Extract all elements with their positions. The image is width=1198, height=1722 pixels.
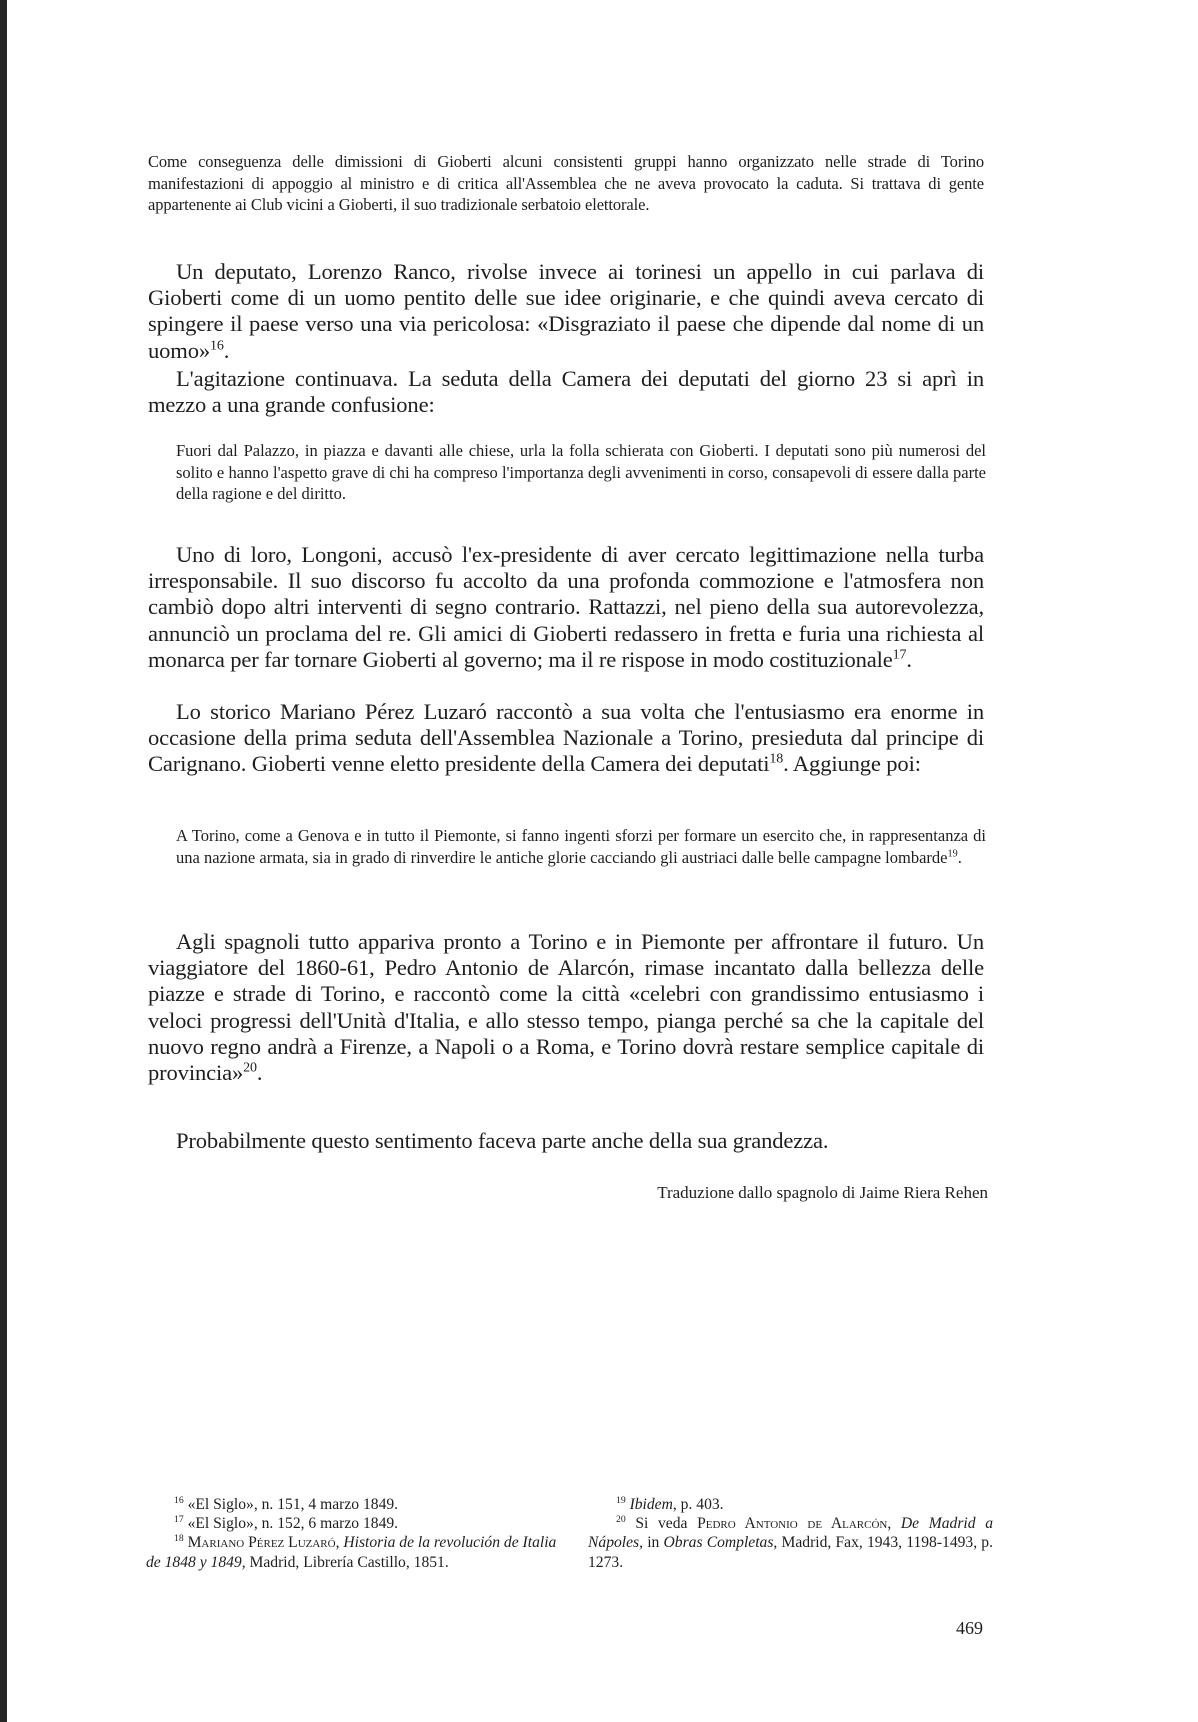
paragraph-spagnoli: Agli spagnoli tutto appariva pronto a Torino e in Piemonte per affrontare il futuro. Un viaggiatore del 1860-61, Pedro Antonio de Alarcón, rimase incantato dalla bellezza delle piazze e strade di Torino, e raccontò come la città «celebri con grandissimo entusiasmo i veloci progressi dell'Unità d'Italia, e allo stesso tempo, pianga perché sa che la capitale del nuovo regno andrà a Firenze, a Napoli o a Roma, e Torino dovrà restare semplice capitale di provincia»$^{20}$. <box>148 929 984 1086</box>
paragraph-intro: Come conseguenza delle dimissioni di Gioberti alcuni consistenti gruppi hanno organizzato nelle strade di Torino manifestazioni di appoggio al ministro e di critica all'Assemblea che ne aveva provocato la caduta. Si trattava di gente appartenente ai Club vicini a Gioberti, il suo tradizionale serbatoio elettorale. <box>148 152 984 214</box>
block-quote-torino: A Torino, come a Genova e in tutto il Piemonte, si fanno ingenti sforzi per formare un esercito che, in rappresentanza di una nazione armata, sia in grado di rinverdire le antiche glorie cacciando gli austriaci dalle belle campagne lombarde$^{19}$. <box>176 826 986 867</box>
footnote-16: $^{16}$ «El Siglo», n. 151, 4 marzo 1849. <box>174 1494 399 1513</box>
footnote-18: $^{18}$ Mariano Pérez Luzaró, Historia de la revolución de Italia de 1848 y 1849, Madrid, Librería Castillo, 1851. <box>146 1533 557 1571</box>
footnote-ref-16: 16 <box>210 338 224 354</box>
paragraph-luzaro: Lo storico Mariano Pérez Luzaró raccontò a sua volta che l'entusiasmo era enorme in occasione della prima seduta dell'Assemblea Nazionale a Torino, presieduta dal principe di Carignano. Gioberti venne eletto presidente della Camera dei deputati$^{18}$. Aggiunge poi: <box>148 699 984 777</box>
footnote-17: $^{17}$ «El Siglo», n. 152, 6 marzo 1849. <box>174 1514 399 1533</box>
paragraph-agitazione: L'agitazione continuava. La seduta della Camera dei deputati del giorno 23 si aprì in mezzo a una grande confusione: <box>148 366 984 418</box>
page-binding-edge <box>0 0 7 1722</box>
footnote-ref-17: 17 <box>892 647 907 663</box>
paragraph-longoni: Uno di loro, Longoni, accusò l'ex-presidente di aver cercato legittimazione nella turba irresponsabile. Il suo discorso fu accolto da una profonda commozione e l'atmosfera non cambiò dopo altri interventi di segno contrario. Rattazzi, nel pieno della sua autorevolezza, annunciò un proclama del re. Gli amici di Gioberti redassero in fretta e furia una richiesta al monarca per far tornare Gioberti al governo; ma il re rispose in modo costituzionale$^{17}$. <box>148 542 984 672</box>
footnotes-right-column <box>588 1495 993 1572</box>
footnote-19: $^{19}$ Ibidem, p. 403. <box>616 1494 724 1513</box>
footnote-20: $^{20}$ Si veda Pedro Antonio de Alarcón, De Madrid a Nápoles, in Obras Completas, Madrid, Fax, 1943, 1198-1493, p. 1273. <box>588 1514 994 1571</box>
footnote-ref-20: 20 <box>243 1060 257 1076</box>
block-quote-palazzo: Fuori dal Palazzo, in piazza e davanti alle chiese, urla la folla schierata con Gioberti. I deputati sono più numerosi del solito e hanno l'aspetto grave di chi ha compreso l'importanza degli avvenimenti in corso, consapevoli di essere dalla parte della ragione e del diritto. <box>176 441 986 503</box>
paragraph-final: Probabilmente questo sentimento faceva parte anche della sua grandezza. <box>176 1128 829 1153</box>
footnotes-left-column <box>146 1495 566 1572</box>
translation-credit: Traduzione dallo spagnolo di Jaime Riera Rehen <box>657 1183 988 1202</box>
paragraph-ranco: Un deputato, Lorenzo Ranco, rivolse invece ai torinesi un appello in cui parlava di Gioberti come di un uomo pentito delle sue idee originarie, e che quindi aveva cercato di spingere il paese verso una via pericolosa: «Disgraziato il paese che dipende dal nome di un uomo»$^{16}$. <box>148 259 984 363</box>
footnote-ref-18: 18 <box>769 751 784 767</box>
page-number: 469 <box>956 1618 983 1638</box>
footnote-ref-19: 19 <box>947 848 958 859</box>
